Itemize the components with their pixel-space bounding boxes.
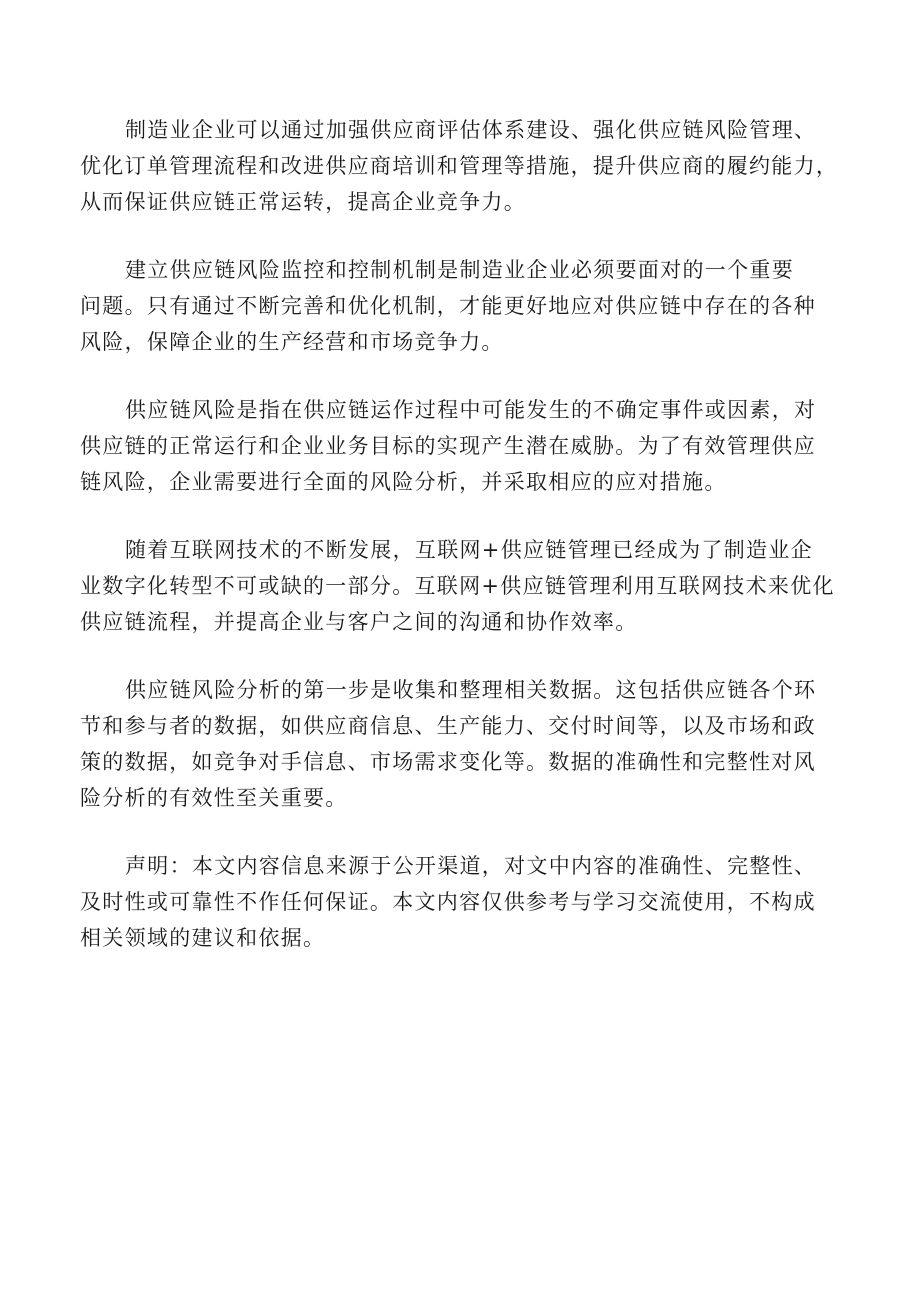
paragraph-1 — [80, 112, 840, 220]
paragraph-line: 业数字化转型不可或缺的一部分。互联网+供应链管理利用互联网技术来优化 — [80, 574, 835, 598]
paragraph-line: 优化订单管理流程和改进供应商培训和管理等措施，提升供应商的履约能力， — [80, 154, 839, 178]
paragraph-line: 相关领域的建议和依据。 — [80, 926, 326, 950]
paragraph-line: 建立供应链风险监控和控制机制是制造业企业必须要面对的一个重要 — [125, 258, 794, 282]
paragraph-3 — [80, 392, 840, 500]
paragraph-line: 供应链的正常运行和企业业务目标的实现产生潜在威胁。为了有效管理供应 — [80, 434, 816, 458]
paragraph-line: 节和参与者的数据，如供应商信息、生产能力、交付时间等，以及市场和政 — [80, 714, 816, 738]
paragraph-line: 随着互联网技术的不断发展，互联网+供应链管理已经成为了制造业企 — [125, 538, 813, 562]
paragraph-line: 及时性或可靠性不作任何保证。本文内容仅供参考与学习交流使用，不构成 — [80, 890, 816, 914]
paragraph-line: 供应链风险分析的第一步是收集和整理相关数据。这包括供应链各个环 — [125, 678, 817, 702]
paragraph-line: 从而保证供应链正常运转，提高企业竞争力。 — [80, 190, 526, 214]
paragraph-line: 风险，保障企业的生产经营和市场竞争力。 — [80, 330, 504, 354]
paragraph-line: 险分析的有效性至关重要。 — [80, 786, 348, 810]
paragraph-line: 声明：本文内容信息来源于公开渠道，对文中内容的准确性、完整性、 — [125, 854, 817, 878]
paragraph-line: 供应链流程，并提高企业与客户之间的沟通和协作效率。 — [80, 610, 638, 634]
paragraph-line: 问题。只有通过不断完善和优化机制，才能更好地应对供应链中存在的各种 — [80, 294, 816, 318]
paragraph-line: 制造业企业可以通过加强供应商评估体系建设、强化供应链风险管理、 — [125, 118, 817, 142]
paragraph-5 — [80, 672, 840, 816]
paragraph-4 — [80, 532, 840, 640]
paragraph-line: 链风险，企业需要进行全面的风险分析，并采取相应的应对措施。 — [80, 470, 727, 494]
paragraph-line: 策的数据，如竞争对手信息、市场需求变化等。数据的准确性和完整性对风 — [80, 750, 816, 774]
paragraph-line: 供应链风险是指在供应链运作过程中可能发生的不确定事件或因素，对 — [125, 398, 817, 422]
paragraph-2 — [80, 252, 840, 360]
disclaimer-paragraph — [80, 848, 840, 956]
